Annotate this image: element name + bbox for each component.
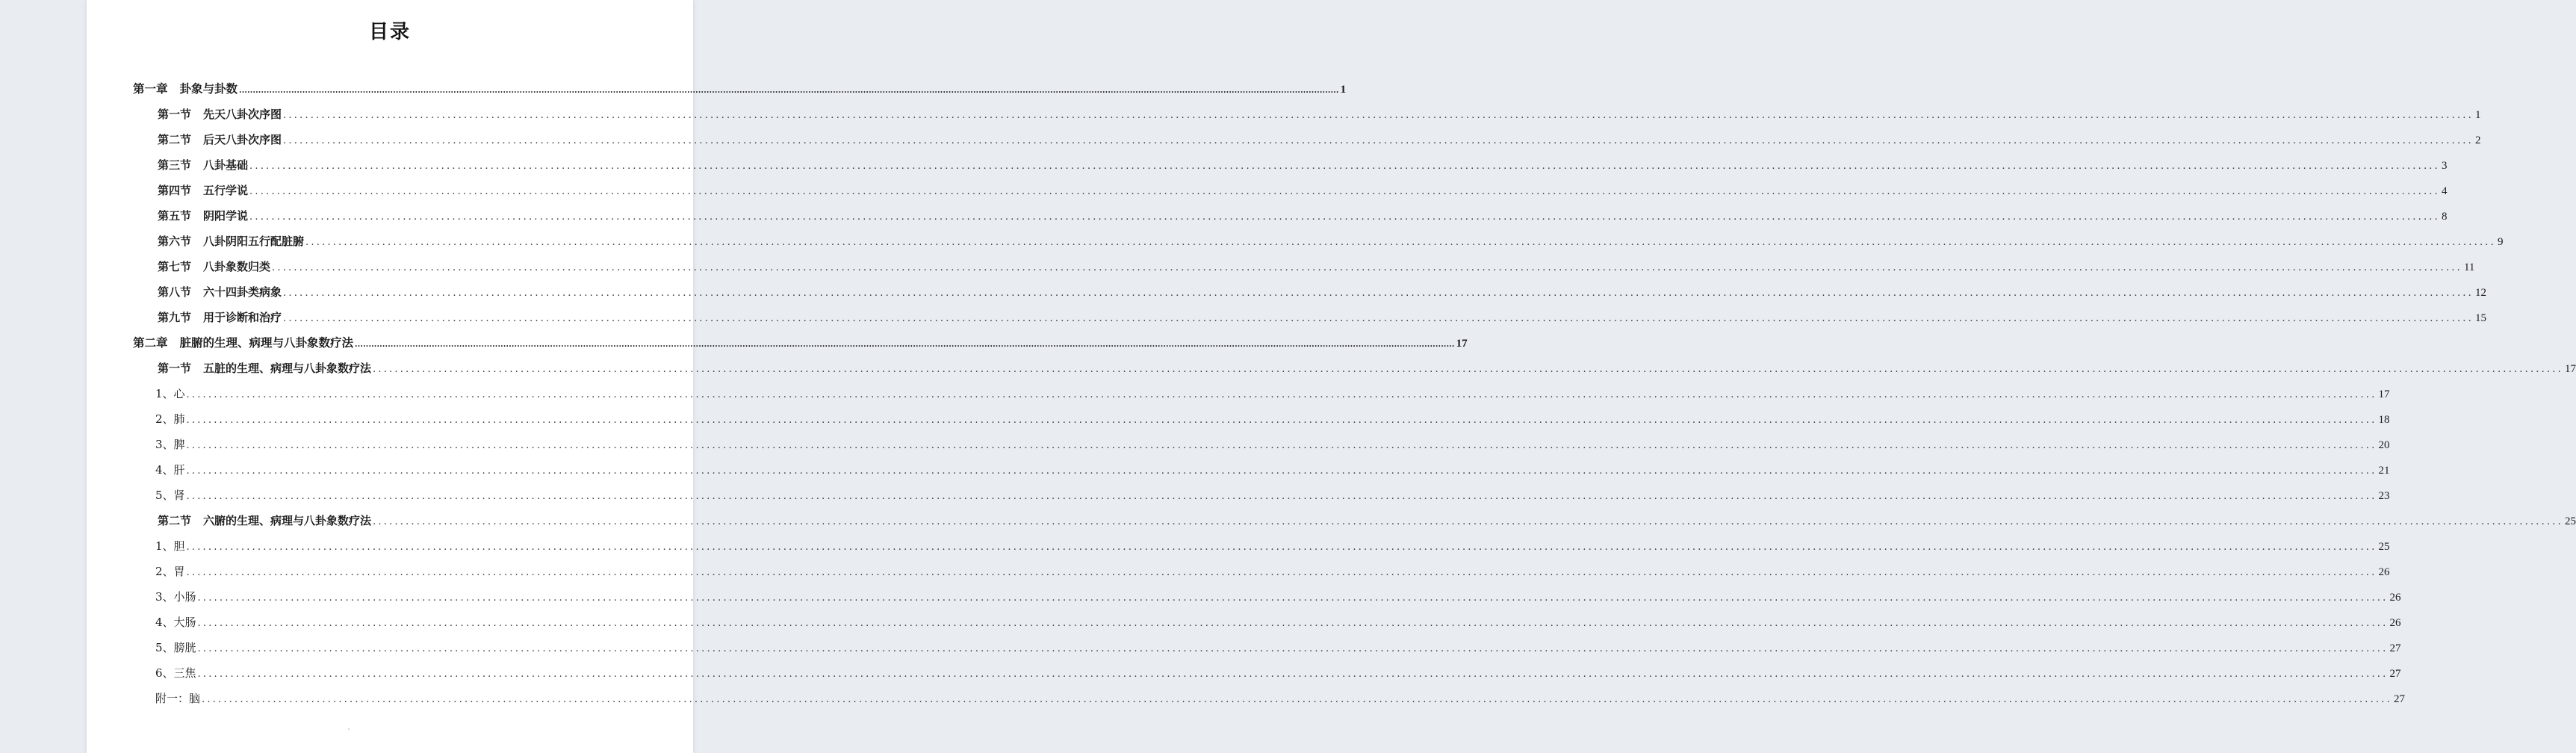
toc-entry-label [155, 665, 196, 681]
toc-entry-title: 六十四卦类病象 [203, 285, 282, 299]
toc-entry-title: 附一：脑 [155, 692, 201, 705]
toc-entry-number: 第二节 [158, 514, 192, 527]
toc-leader-dots: ................................................................................................................................................................................................................................................................................................................................................................................................................ [197, 618, 2389, 629]
toc-leader-dots: ................................................................................................................................................................................................................................................................................................................................................................................................................ [283, 135, 2474, 146]
toc-entry-label [158, 182, 248, 199]
toc-item-entry[interactable] [155, 563, 2390, 580]
toc-item-entry[interactable] [155, 385, 2390, 402]
toc-entry-label [133, 81, 238, 97]
toc-entry-title: 5、肾 [155, 489, 185, 502]
toc-item-entry[interactable] [155, 436, 2390, 453]
toc-page-number: 11 [2463, 261, 2475, 273]
toc-page-number: 18 [2378, 414, 2390, 426]
toc-leader-dots: ................................................................................................................................................................................................................................................................................................................................................................................................................ [249, 186, 2440, 197]
toc-section-entry[interactable] [158, 360, 2576, 376]
toc-entry-number: 第五节 [158, 209, 192, 223]
toc-entry-label [155, 538, 185, 554]
toc-page-number: 12 [2474, 287, 2486, 299]
toc-section-entry[interactable] [158, 106, 2481, 123]
toc-entry-number: 第一节 [158, 362, 192, 375]
toc-chapter-entry[interactable] [133, 81, 1347, 97]
toc-entry-label [158, 284, 282, 300]
toc-page-number: 25 [2564, 515, 2576, 527]
toc-page-number: 20 [2378, 439, 2390, 451]
toc-entry-title: 六腑的生理、病理与八卦象数疗法 [203, 514, 372, 527]
toc-entry-title: 1、胆 [155, 539, 185, 553]
toc-entry-label [158, 258, 270, 275]
toc-entry-label [133, 335, 353, 351]
document-page [87, 0, 2576, 753]
toc-entry-title: 后天八卦次序图 [203, 133, 282, 146]
toc-entry-title: 八卦基础 [203, 158, 249, 172]
toc-entry-title: 4、大肠 [155, 616, 196, 629]
toc-entry-label [155, 639, 196, 656]
toc-leader-dots: ................................................................................................................................................................................................................................................................................................................................................................................................................ [197, 669, 2389, 680]
toc-page-number: 25 [2378, 541, 2390, 553]
toc-leader-dots: ................................................................................................................................................................................................................................................................................................................................................................................................................ [355, 341, 1455, 349]
toc-section-entry[interactable] [158, 284, 2486, 300]
toc-entry-number: 第二章 [133, 335, 168, 350]
toc-section-entry[interactable] [158, 131, 2481, 148]
toc-entry-label [155, 462, 185, 478]
toc-entry-label [155, 385, 185, 402]
toc-entry-title: 阴阳学说 [203, 209, 249, 223]
toc-section-entry[interactable] [158, 182, 2448, 199]
toc-page-number: 17 [2378, 388, 2390, 400]
toc-entry-title: 1、心 [155, 387, 185, 400]
toc-leader-dots: ................................................................................................................................................................................................................................................................................................................................................................................................................ [305, 237, 2496, 248]
toc-leader-dots: ................................................................................................................................................................................................................................................................................................................................................................................................................ [283, 288, 2474, 299]
toc-entry-title: 3、小肠 [155, 590, 196, 604]
toc-item-entry[interactable] [155, 614, 2401, 630]
toc-entry-title: 2、肺 [155, 412, 185, 426]
toc-leader-dots: ................................................................................................................................................................................................................................................................................................................................................................................................................ [197, 592, 2389, 604]
toc-item-entry[interactable] [155, 411, 2390, 427]
toc-entry-label [158, 233, 304, 250]
toc-section-entry[interactable] [158, 258, 2475, 275]
toc-entry-title: 用于诊断和治疗 [203, 311, 282, 324]
toc-entry-label [158, 106, 282, 123]
toc-page-number: 26 [2389, 617, 2401, 629]
toc-page-number: 3 [2441, 160, 2448, 172]
toc-item-entry[interactable] [155, 690, 2405, 707]
toc-leader-dots: ................................................................................................................................................................................................................................................................................................................................................................................................................ [249, 161, 2440, 172]
toc-section-entry[interactable] [158, 512, 2576, 529]
toc-page-number: 27 [2389, 668, 2401, 680]
toc-leader-dots: ................................................................................................................................................................................................................................................................................................................................................................................................................ [186, 465, 2377, 477]
toc-entry-number: 第一章 [133, 81, 168, 96]
toc-entry-title: 脏腑的生理、病理与八卦象数疗法 [179, 335, 354, 350]
toc-entry-title: 八卦阴阳五行配脏腑 [203, 235, 305, 248]
toc-leader-dots: ................................................................................................................................................................................................................................................................................................................................................................................................................ [186, 415, 2377, 426]
toc-leader-dots: ................................................................................................................................................................................................................................................................................................................................................................................................................ [186, 542, 2377, 553]
toc-entry-label [155, 487, 185, 503]
toc-entry-number: 第七节 [158, 260, 192, 273]
toc-leader-dots: ................................................................................................................................................................................................................................................................................................................................................................................................................ [186, 440, 2377, 451]
toc-entry-number: 第九节 [158, 311, 192, 324]
toc-item-entry[interactable] [155, 538, 2390, 554]
toc-item-entry[interactable] [155, 589, 2401, 605]
toc-entry-number: 第一节 [158, 108, 192, 121]
toc-leader-dots: ................................................................................................................................................................................................................................................................................................................................................................................................................ [249, 211, 2440, 223]
toc-leader-dots: ................................................................................................................................................................................................................................................................................................................................................................................................................ [272, 262, 2462, 273]
toc-entry-number: 第八节 [158, 285, 192, 299]
toc-entry-number: 第四节 [158, 184, 192, 197]
toc-entry-title: 3、脾 [155, 438, 185, 451]
toc-section-entry[interactable] [158, 157, 2448, 173]
toc-page-number: 2 [2474, 134, 2481, 146]
page-title: 目录 [368, 21, 411, 43]
toc-entry-title: 4、肝 [155, 463, 185, 477]
toc-item-entry[interactable] [155, 665, 2401, 681]
toc-leader-dots: ................................................................................................................................................................................................................................................................................................................................................................................................................ [202, 694, 2392, 705]
toc-page-number: 17 [2564, 363, 2576, 375]
toc-page-number: 21 [2378, 465, 2390, 477]
toc-leader-dots: ................................................................................................................................................................................................................................................................................................................................................................................................................ [239, 87, 1339, 95]
toc-entry-number: 第二节 [158, 133, 192, 146]
toc-page-number: 1 [2474, 109, 2481, 121]
toc-item-entry[interactable] [155, 639, 2401, 656]
toc-entry-title: 6、三焦 [155, 666, 196, 680]
toc-leader-dots: ................................................................................................................................................................................................................................................................................................................................................................................................................ [186, 567, 2377, 578]
toc-page-number: 27 [2389, 642, 2401, 654]
toc-page-number: 15 [2474, 312, 2486, 324]
toc-entry-title: 2、胃 [155, 565, 185, 578]
toc-leader-dots: ................................................................................................................................................................................................................................................................................................................................................................................................................ [373, 516, 2563, 527]
toc-entry-label [155, 436, 185, 453]
toc-entry-label [158, 309, 282, 326]
toc-page-number: 26 [2378, 566, 2390, 578]
toc-entry-number: 第六节 [158, 235, 192, 248]
toc-section-entry[interactable] [158, 309, 2486, 326]
toc-section-entry[interactable] [158, 208, 2448, 224]
toc-entry-label [155, 411, 185, 427]
table-of-contents [87, 0, 2576, 753]
toc-leader-dots: ................................................................................................................................................................................................................................................................................................................................................................................................................ [186, 389, 2377, 400]
toc-entry-title: 先天八卦次序图 [203, 108, 282, 121]
toc-page-number: 1 [1340, 84, 1347, 96]
toc-entry-label [155, 690, 200, 707]
toc-page-number: 9 [2497, 236, 2504, 248]
toc-entry-label [158, 512, 371, 529]
toc-entry-label [158, 360, 371, 376]
toc-item-entry[interactable] [155, 462, 2390, 478]
toc-entry-label [158, 208, 248, 224]
scan-speck [348, 728, 350, 730]
toc-page-number: 23 [2378, 490, 2390, 502]
toc-page-number: 4 [2441, 185, 2448, 197]
toc-entry-title: 卦象与卦数 [179, 81, 238, 96]
toc-entry-label [158, 131, 282, 148]
toc-entry-title: 5、膀胱 [155, 641, 196, 654]
toc-item-entry[interactable] [155, 487, 2390, 503]
toc-section-entry[interactable] [158, 233, 2504, 250]
toc-entry-label [155, 563, 185, 580]
toc-page-number: 27 [2393, 693, 2405, 705]
toc-page-number: 26 [2389, 592, 2401, 604]
toc-leader-dots: ................................................................................................................................................................................................................................................................................................................................................................................................................ [186, 491, 2377, 502]
toc-entry-number: 第三节 [158, 158, 192, 172]
toc-page-number: 17 [1456, 338, 1468, 350]
toc-leader-dots: ................................................................................................................................................................................................................................................................................................................................................................................................................ [283, 110, 2474, 121]
toc-chapter-entry[interactable] [133, 335, 1468, 351]
toc-entry-title: 五行学说 [203, 184, 249, 197]
toc-page-number: 8 [2441, 211, 2448, 223]
toc-entry-label [155, 589, 196, 605]
toc-entry-title: 八卦象数归类 [203, 260, 271, 273]
toc-entry-title: 五脏的生理、病理与八卦象数疗法 [203, 362, 372, 375]
toc-entry-label [158, 157, 248, 173]
toc-leader-dots: ................................................................................................................................................................................................................................................................................................................................................................................................................ [283, 313, 2474, 324]
toc-leader-dots: ................................................................................................................................................................................................................................................................................................................................................................................................................ [373, 364, 2563, 375]
toc-leader-dots: ................................................................................................................................................................................................................................................................................................................................................................................................................ [197, 643, 2389, 654]
toc-entry-label [155, 614, 196, 630]
